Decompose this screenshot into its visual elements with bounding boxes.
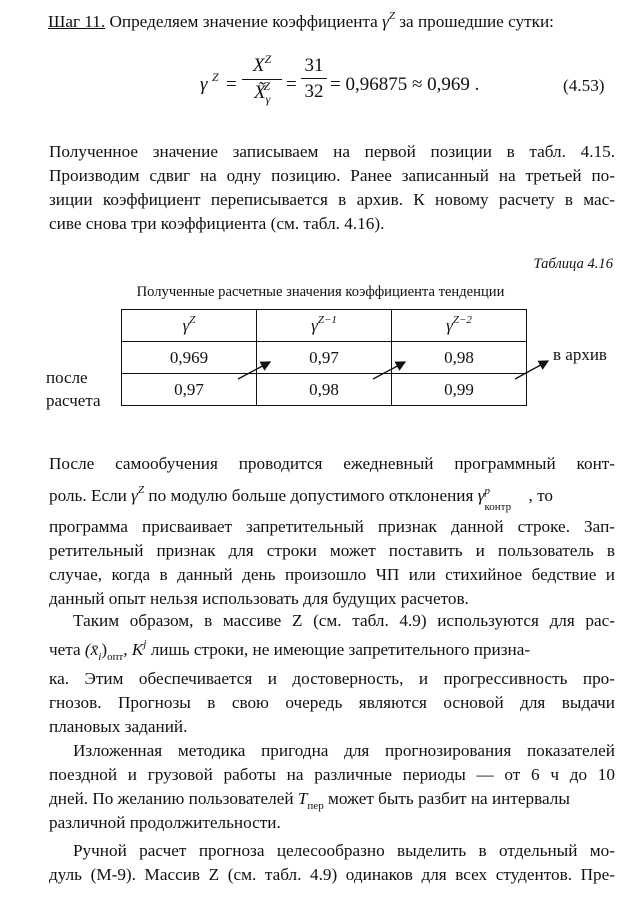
row-label-posle: после xyxy=(46,368,88,387)
header-cell-gamma-z: $\gamma^Z$ xyxy=(122,310,257,342)
eq-lhs: γ xyxy=(200,74,208,95)
eq-number: (4.53) xyxy=(563,76,605,95)
para3-line-3: ка. Этим обеспечивается и достоверность, и прогрессивность про- xyxy=(49,669,615,688)
eq-equals-2: = xyxy=(286,74,297,95)
para3-line-2: чета $(x̄_i)_{опт}$, $K^j$ лишь строки, не имеющие запретительного призна- xyxy=(49,638,531,663)
eq-num1-sup: Z xyxy=(264,52,272,66)
table-cell: 0,97 xyxy=(122,374,257,406)
table-title: Полученные расчетные значения коэффициента тенденции xyxy=(136,284,505,300)
eq-equals-1: = xyxy=(226,74,237,95)
para1-line-4: сиве снова три коэффициента (см. табл. 4.16). xyxy=(49,214,385,233)
para5-line-1: Ручной расчет прогноза целесообразно выделить в отдельный мо- xyxy=(73,841,615,860)
eq-lhs-sup: Z xyxy=(212,70,219,84)
header-cell-gamma-z-1: $\gamma^{Z-1}$ xyxy=(257,310,392,342)
eq-den1-sub: γ xyxy=(265,92,271,106)
shift-arrow-icon xyxy=(373,362,405,379)
table-cell: 0,97 xyxy=(257,342,392,374)
eq-num1: X xyxy=(252,55,265,76)
para2-line-1: После самообучения проводится ежедневный программный конт- xyxy=(49,454,615,473)
eq-den1-sup: Z xyxy=(263,79,271,93)
eq-den1: X̃ xyxy=(253,82,266,103)
step-symbol: γ xyxy=(382,12,389,31)
para4-line-1: Изложенная методика пригодна для прогнозирования показателей xyxy=(73,741,615,760)
shift-arrow-icon xyxy=(238,362,270,379)
table-cell: 0,99 xyxy=(392,374,527,406)
archive-label: в архив xyxy=(553,345,607,364)
para3-line-4: гнозов. Прогнозы в свою очередь являются основой для выдачи xyxy=(49,693,615,712)
step-text-after: за прошедшие сутки: xyxy=(394,12,554,31)
step-label: Шаг 11. xyxy=(48,12,106,31)
para1-line-3: зиции коэффициент переписывается в архив. К новому расчету в мас- xyxy=(49,190,615,209)
archive-arrow-icon xyxy=(515,361,548,379)
table-cell: 0,969 xyxy=(122,342,257,374)
para2-line-6: данный опыт нельзя использовать для будущих расчетов. xyxy=(49,589,469,608)
step-text-before: Определяем значение коэффициента xyxy=(105,12,383,31)
para2-line-4: ретительный признак для строки может поставить и пользователь в xyxy=(49,541,615,560)
table-cell: 0,98 xyxy=(257,374,392,406)
para1-line-2: Производим сдвиг на одну позицию. Ранее записанный на третьей по- xyxy=(49,166,615,185)
eq-den2: 32 xyxy=(304,81,324,102)
table-cell: 0,98 xyxy=(392,342,527,374)
para2-line-3: программа присваивает запретительный признак данной строке. Зап- xyxy=(49,517,615,536)
para5-line-2: дуль (М-9). Массив Z (см. табл. 4.9) одинаков для всех студентов. Пре- xyxy=(49,865,615,884)
step-symbol-sup: Z xyxy=(388,10,395,22)
para4-line-3: дней. По желанию пользователей $T_{пер}$ может быть разбит на интервалы xyxy=(49,789,570,812)
row-label-rascheta: расчета xyxy=(46,391,101,410)
para3-line-1: Таким образом, в массиве Z (см. табл. 4.9) используются для рас- xyxy=(73,611,615,630)
eq-rest: = 0,96875 ≈ 0,969 . xyxy=(330,74,480,95)
para4-line-2: поездной и грузовой работы на различные периоды — от 6 ч до 10 xyxy=(49,765,615,784)
para1-line-1: Полученное значение записываем на первой позиции в табл. 4.15. xyxy=(49,142,615,161)
para4-line-4: различной продолжительности. xyxy=(49,813,281,832)
para2-line-5: случае, когда в данный день произошло ЧП или стихийное бедствие и xyxy=(49,565,615,584)
eq-num2: 31 xyxy=(301,54,327,79)
para3-line-5: плановых заданий. xyxy=(49,717,188,736)
header-cell-gamma-z-2: $\gamma^{Z-2}$ xyxy=(392,310,527,342)
table-caption: Таблица 4.16 xyxy=(533,256,613,272)
para2-line-2: роль. Если $\gamma^Z$ по модулю больше допустимого отклонения γ p контр , то xyxy=(49,484,553,513)
